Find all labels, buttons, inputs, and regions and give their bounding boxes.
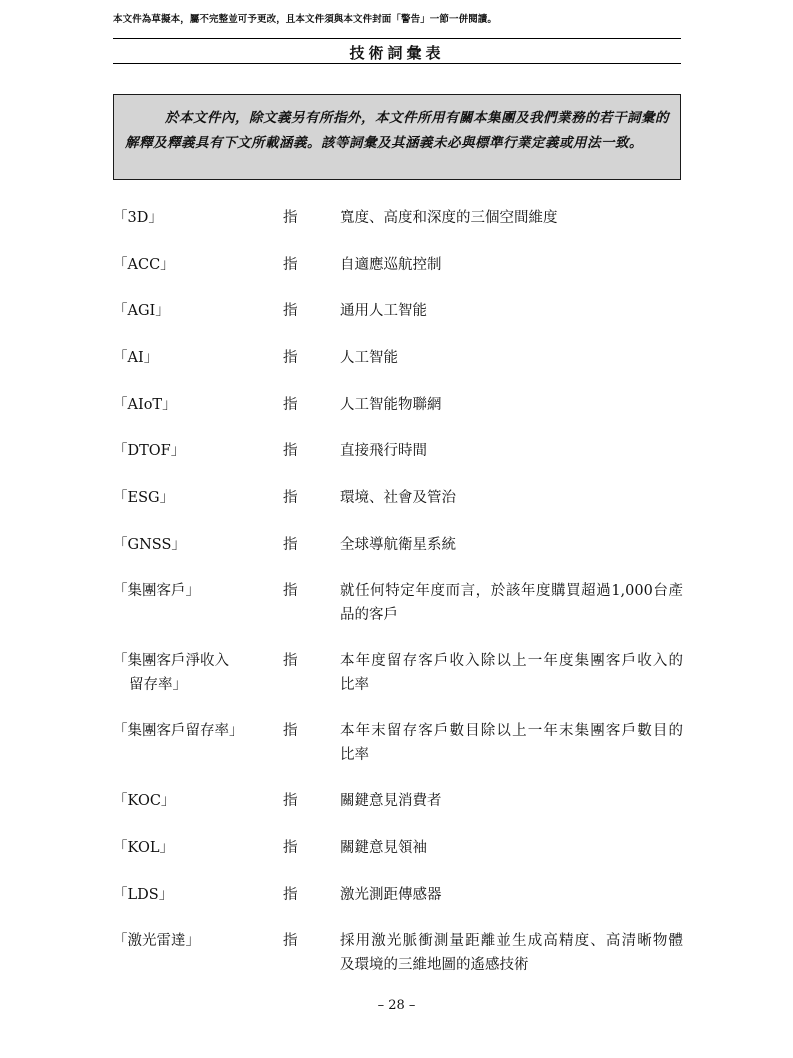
glossary-definition xyxy=(340,579,683,627)
glossary-term xyxy=(113,486,273,510)
glossary-term-line: 「3D」 xyxy=(113,210,163,226)
glossary-term-line: 「KOC」 xyxy=(113,793,176,809)
means-label: 指 xyxy=(283,537,298,553)
glossary-term-line: 「集團客戶淨收入 xyxy=(113,653,229,669)
glossary-term-line: 「GNSS」 xyxy=(113,537,186,553)
means-label: 指 xyxy=(283,490,298,506)
glossary-term xyxy=(113,346,273,370)
glossary-definition-line: 採用激光脈衝測量距離並生成高精度、高清晰物體 xyxy=(340,933,683,949)
means-label: 指 xyxy=(283,840,298,856)
glossary-definition-line: 關鍵意見領袖 xyxy=(340,840,427,856)
glossary-term xyxy=(113,393,273,417)
glossary-term xyxy=(113,883,273,907)
glossary-definition-line: 及環境的三維地圖的遙感技術 xyxy=(340,957,529,973)
glossary-definition xyxy=(340,533,683,557)
glossary-definition xyxy=(340,346,683,370)
means-label: 指 xyxy=(283,303,298,319)
glossary-definition-line: 人工智能物聯網 xyxy=(340,397,442,413)
means-label: 指 xyxy=(283,583,298,599)
means-label: 指 xyxy=(283,793,298,809)
glossary-term-line: 「集團客戶」 xyxy=(113,583,200,599)
glossary-term-line: 「KOL」 xyxy=(113,840,174,856)
glossary-definition-line: 激光測距傳感器 xyxy=(340,887,442,903)
glossary-definition xyxy=(340,439,683,463)
glossary-term xyxy=(113,579,273,603)
glossary-definition xyxy=(340,206,683,230)
glossary-definition-line: 品的客戶 xyxy=(340,607,398,623)
glossary-definition-line: 比率 xyxy=(340,677,369,693)
means-label: 指 xyxy=(283,443,298,459)
glossary-term xyxy=(113,533,273,557)
glossary-term-line: 「ESG」 xyxy=(113,490,175,506)
glossary-definition-line: 人工智能 xyxy=(340,350,398,366)
glossary-term xyxy=(113,649,273,697)
page-number: – 28 – xyxy=(377,998,416,1013)
glossary-definition xyxy=(340,649,683,697)
glossary-term-line: 「AI」 xyxy=(113,350,159,366)
glossary-definition-line: 全球導航衛星系統 xyxy=(340,537,456,553)
glossary-term xyxy=(113,439,273,463)
glossary-definition-line: 就任何特定年度而言，於該年度購買超過1,000台產 xyxy=(340,583,683,599)
means-label: 指 xyxy=(283,933,298,949)
glossary-term-line: 「AIoT」 xyxy=(113,397,177,413)
glossary-definition xyxy=(340,299,683,323)
glossary-definition-line: 關鍵意見消費者 xyxy=(340,793,442,809)
glossary-term xyxy=(113,836,273,860)
glossary-definition-line: 本年度留存客戶收入除以上一年度集團客戶收入的 xyxy=(340,653,683,669)
header-rule-bottom xyxy=(113,63,681,64)
means-label: 指 xyxy=(283,350,298,366)
glossary-definition xyxy=(340,789,683,813)
glossary-term-line: 「激光雷達」 xyxy=(113,933,200,949)
glossary-term-line: 留存率」 xyxy=(129,677,187,693)
header-rule-top xyxy=(113,38,681,39)
glossary-definition-line: 比率 xyxy=(340,747,369,763)
glossary-term-line: 「LDS」 xyxy=(113,887,174,903)
glossary-definition xyxy=(340,253,683,277)
glossary-term xyxy=(113,206,273,230)
glossary-definition-line: 寬度、高度和深度的三個空間維度 xyxy=(340,210,558,226)
glossary-term-line: 「集團客戶留存率」 xyxy=(113,723,244,739)
draft-warning: 本文件為草擬本，屬不完整並可予更改，且本文件須與本文件封面「警告」一節一併閱讀。 xyxy=(113,14,498,25)
intro-box: 於本文件內，除文義另有所指外，本文件所用有關本集團及我們業務的若干詞彙的解釋及釋義具有下文所載涵義。該等詞彙及其涵義未必與標準行業定義或用法一致。 xyxy=(113,94,681,180)
means-label: 指 xyxy=(283,397,298,413)
glossary-term xyxy=(113,929,273,953)
glossary-term-line: 「AGI」 xyxy=(113,303,170,319)
means-label: 指 xyxy=(283,723,298,739)
glossary-definition xyxy=(340,836,683,860)
glossary-definition xyxy=(340,393,683,417)
glossary-definition-line: 通用人工智能 xyxy=(340,303,427,319)
glossary-definition xyxy=(340,929,683,977)
glossary-definition-line: 直接飛行時間 xyxy=(340,443,427,459)
glossary-term xyxy=(113,789,273,813)
glossary-term-line: 「DTOF」 xyxy=(113,443,186,459)
glossary-term xyxy=(113,299,273,323)
glossary-definition-line: 自適應巡航控制 xyxy=(340,257,442,273)
means-label: 指 xyxy=(283,653,298,669)
means-label: 指 xyxy=(283,257,298,273)
glossary-definition xyxy=(340,719,683,767)
glossary-definition xyxy=(340,486,683,510)
glossary-definition xyxy=(340,883,683,907)
glossary-term-line: 「ACC」 xyxy=(113,257,175,273)
glossary-term xyxy=(113,253,273,277)
glossary-term xyxy=(113,719,273,743)
glossary-definition-line: 本年末留存客戶數目除以上一年末集團客戶數目的 xyxy=(340,723,683,739)
page-title: 技術詞彙表 xyxy=(349,44,445,62)
glossary-definition-line: 環境、社會及管治 xyxy=(340,490,456,506)
means-label: 指 xyxy=(283,887,298,903)
means-label: 指 xyxy=(283,210,298,226)
